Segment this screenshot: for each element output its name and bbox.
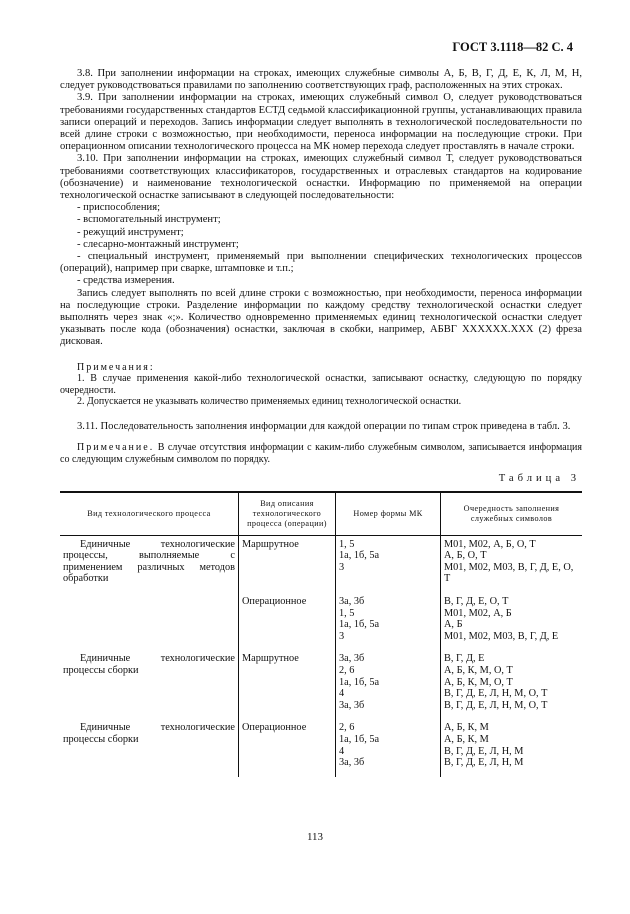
- table-3: [60, 491, 582, 777]
- paragraph-3-11: 3.11. Последовательность заполнения информации для каждой операции по типам строк приведена в табл. 3.: [77, 421, 571, 433]
- cell-description: Операционное: [239, 593, 336, 650]
- cell-process: Единичные технологические процессы, выполняемые с применением различных методов обработки: [63, 538, 235, 585]
- table-row: [60, 593, 582, 650]
- tooling-list: [60, 202, 582, 287]
- page-body: [60, 68, 582, 777]
- list-item: - слесарно-монтажный инструмент;: [77, 238, 239, 250]
- paragraph-3-8: 3.8. При заполнении информации на строках, имеющих служебные символы А, Б, В, Г, Д, Е, К, Л, М, Н, следует руководствоваться правилами по заполнению соответствующих граф, расположенных на этих строках.: [60, 68, 582, 92]
- cell-forms: 1, 5 1а, 1б, 5а 3: [336, 535, 441, 593]
- notes-heading: Примечания:: [77, 361, 155, 373]
- col-header-form-number: Номер формы МК: [336, 492, 441, 536]
- list-item: - средства измерения.: [77, 275, 175, 287]
- note-2: 2. Допускается не указывать количество применяемых единиц технологической оснастки.: [77, 396, 462, 408]
- paragraph-3-9: 3.9. При заполнении информации на строках, имеющих служебный символ О, следует руководствоваться требованиями государственных стандартов ЕСТД седьмой классификационной группы, устанавливающих правила записи операций и переходов. Запись информации следует выполнять в технологической последовательности по всей длине строки с возможностью, при необходимости, переноса информации на последующие строки. При операционном описании технологического процесса на МК номер перехода следует проставлять в начале строки.: [60, 92, 582, 153]
- list-item: - приспособления;: [77, 202, 161, 214]
- table-header-row: [60, 492, 582, 536]
- cell-order: В, Г, Д, Е, О, Т М01, М02, А, Б А, Б М01, М02, М03, В, Г, Д, Е: [441, 593, 583, 650]
- col-header-description: Вид описания технологического процесса (операции): [239, 492, 336, 536]
- cell-process: Единичные технологические процессы сборки: [63, 653, 235, 676]
- table-caption: Таблица 3: [498, 473, 580, 485]
- running-header: ГОСТ 3.1118—82 С. 4: [452, 40, 573, 54]
- cell-description: Операционное: [239, 719, 336, 776]
- note-1: 1. В случае применения какой-либо технологической оснастки, записывают оснастку, следующую по порядку очередности.: [60, 373, 582, 396]
- col-header-process: Вид технологического процесса: [60, 492, 239, 536]
- list-item: - специальный инструмент, применяемый при выполнении специфических технологических процессов (операций), например при сварке, штамповке и т.п.;: [60, 251, 582, 275]
- notes-block: [60, 362, 582, 408]
- paragraph-3-10-continued: Запись следует выполнять по всей длине строки с возможностью, при необходимости, переноса информации на последующие строки. Разделение информации по каждому средству технологической оснастки следует выполнять через знак «;». Количество одновременно применяемых единиц технологической оснастки следует указывать после кода (обозначения) оснастки, заключая в скобки, например, АБВГ ХХХХХХ.ХХХ (2) фреза дисковая.: [60, 287, 582, 348]
- paragraph-3-10: 3.10. При заполнении информации на строках, имеющих служебный символ Т, следует руководствоваться требованиями соответствующих классификаторов, государственных и отраслевых стандартов на кодирование (обозначение) и наименование технологической оснастки. Информацию по применяемой на операции технологической оснастке записывают в следующей последовательности:: [60, 153, 582, 202]
- list-item: - вспомогательный инструмент;: [77, 214, 221, 226]
- page-number: 113: [306, 831, 324, 843]
- cell-order: М01, М02, А, Б, О, Т А, Б, О, Т М01, М02, М03, В, Г, Д, Е, О, Т: [441, 535, 583, 593]
- table-row: [60, 719, 582, 776]
- cell-process: Единичные технологические процессы сборки: [63, 722, 235, 745]
- col-header-order: Очередность заполнения служебных символов: [441, 492, 583, 536]
- table-row: [60, 650, 582, 719]
- cell-forms: 3а, 3б 1, 5 1а, 1б, 5а 3: [336, 593, 441, 650]
- cell-description: Маршрутное: [239, 650, 336, 719]
- note-3-text: В случае отсутствия информации с каким-либо служебным символом, записывается информация со следующим служебным символом по порядку.: [60, 442, 582, 465]
- list-item: - режущий инструмент;: [77, 226, 184, 238]
- table-row: [60, 535, 582, 593]
- cell-order: А, Б, К, М А, Б, К, М В, Г, Д, Е, Л, Н, М В, Г, Д, Е, Л, Н, М: [441, 719, 583, 776]
- cell-forms: 3а, 3б 2, 6 1а, 1б, 5а 4 3а, 3б: [336, 650, 441, 719]
- cell-order: В, Г, Д, Е А, Б, К, М, О, Т А, Б, К, М, О, Т В, Г, Д, Е, Л, Н, М, О, Т В, Г, Д, Е, Л, Н, М, О, Т: [441, 650, 583, 719]
- note-3-heading: Примечание.: [77, 442, 155, 454]
- note-3: [60, 442, 582, 465]
- cell-description: Маршрутное: [239, 535, 336, 593]
- cell-forms: 2, 6 1а, 1б, 5а 4 3а, 3б: [336, 719, 441, 776]
